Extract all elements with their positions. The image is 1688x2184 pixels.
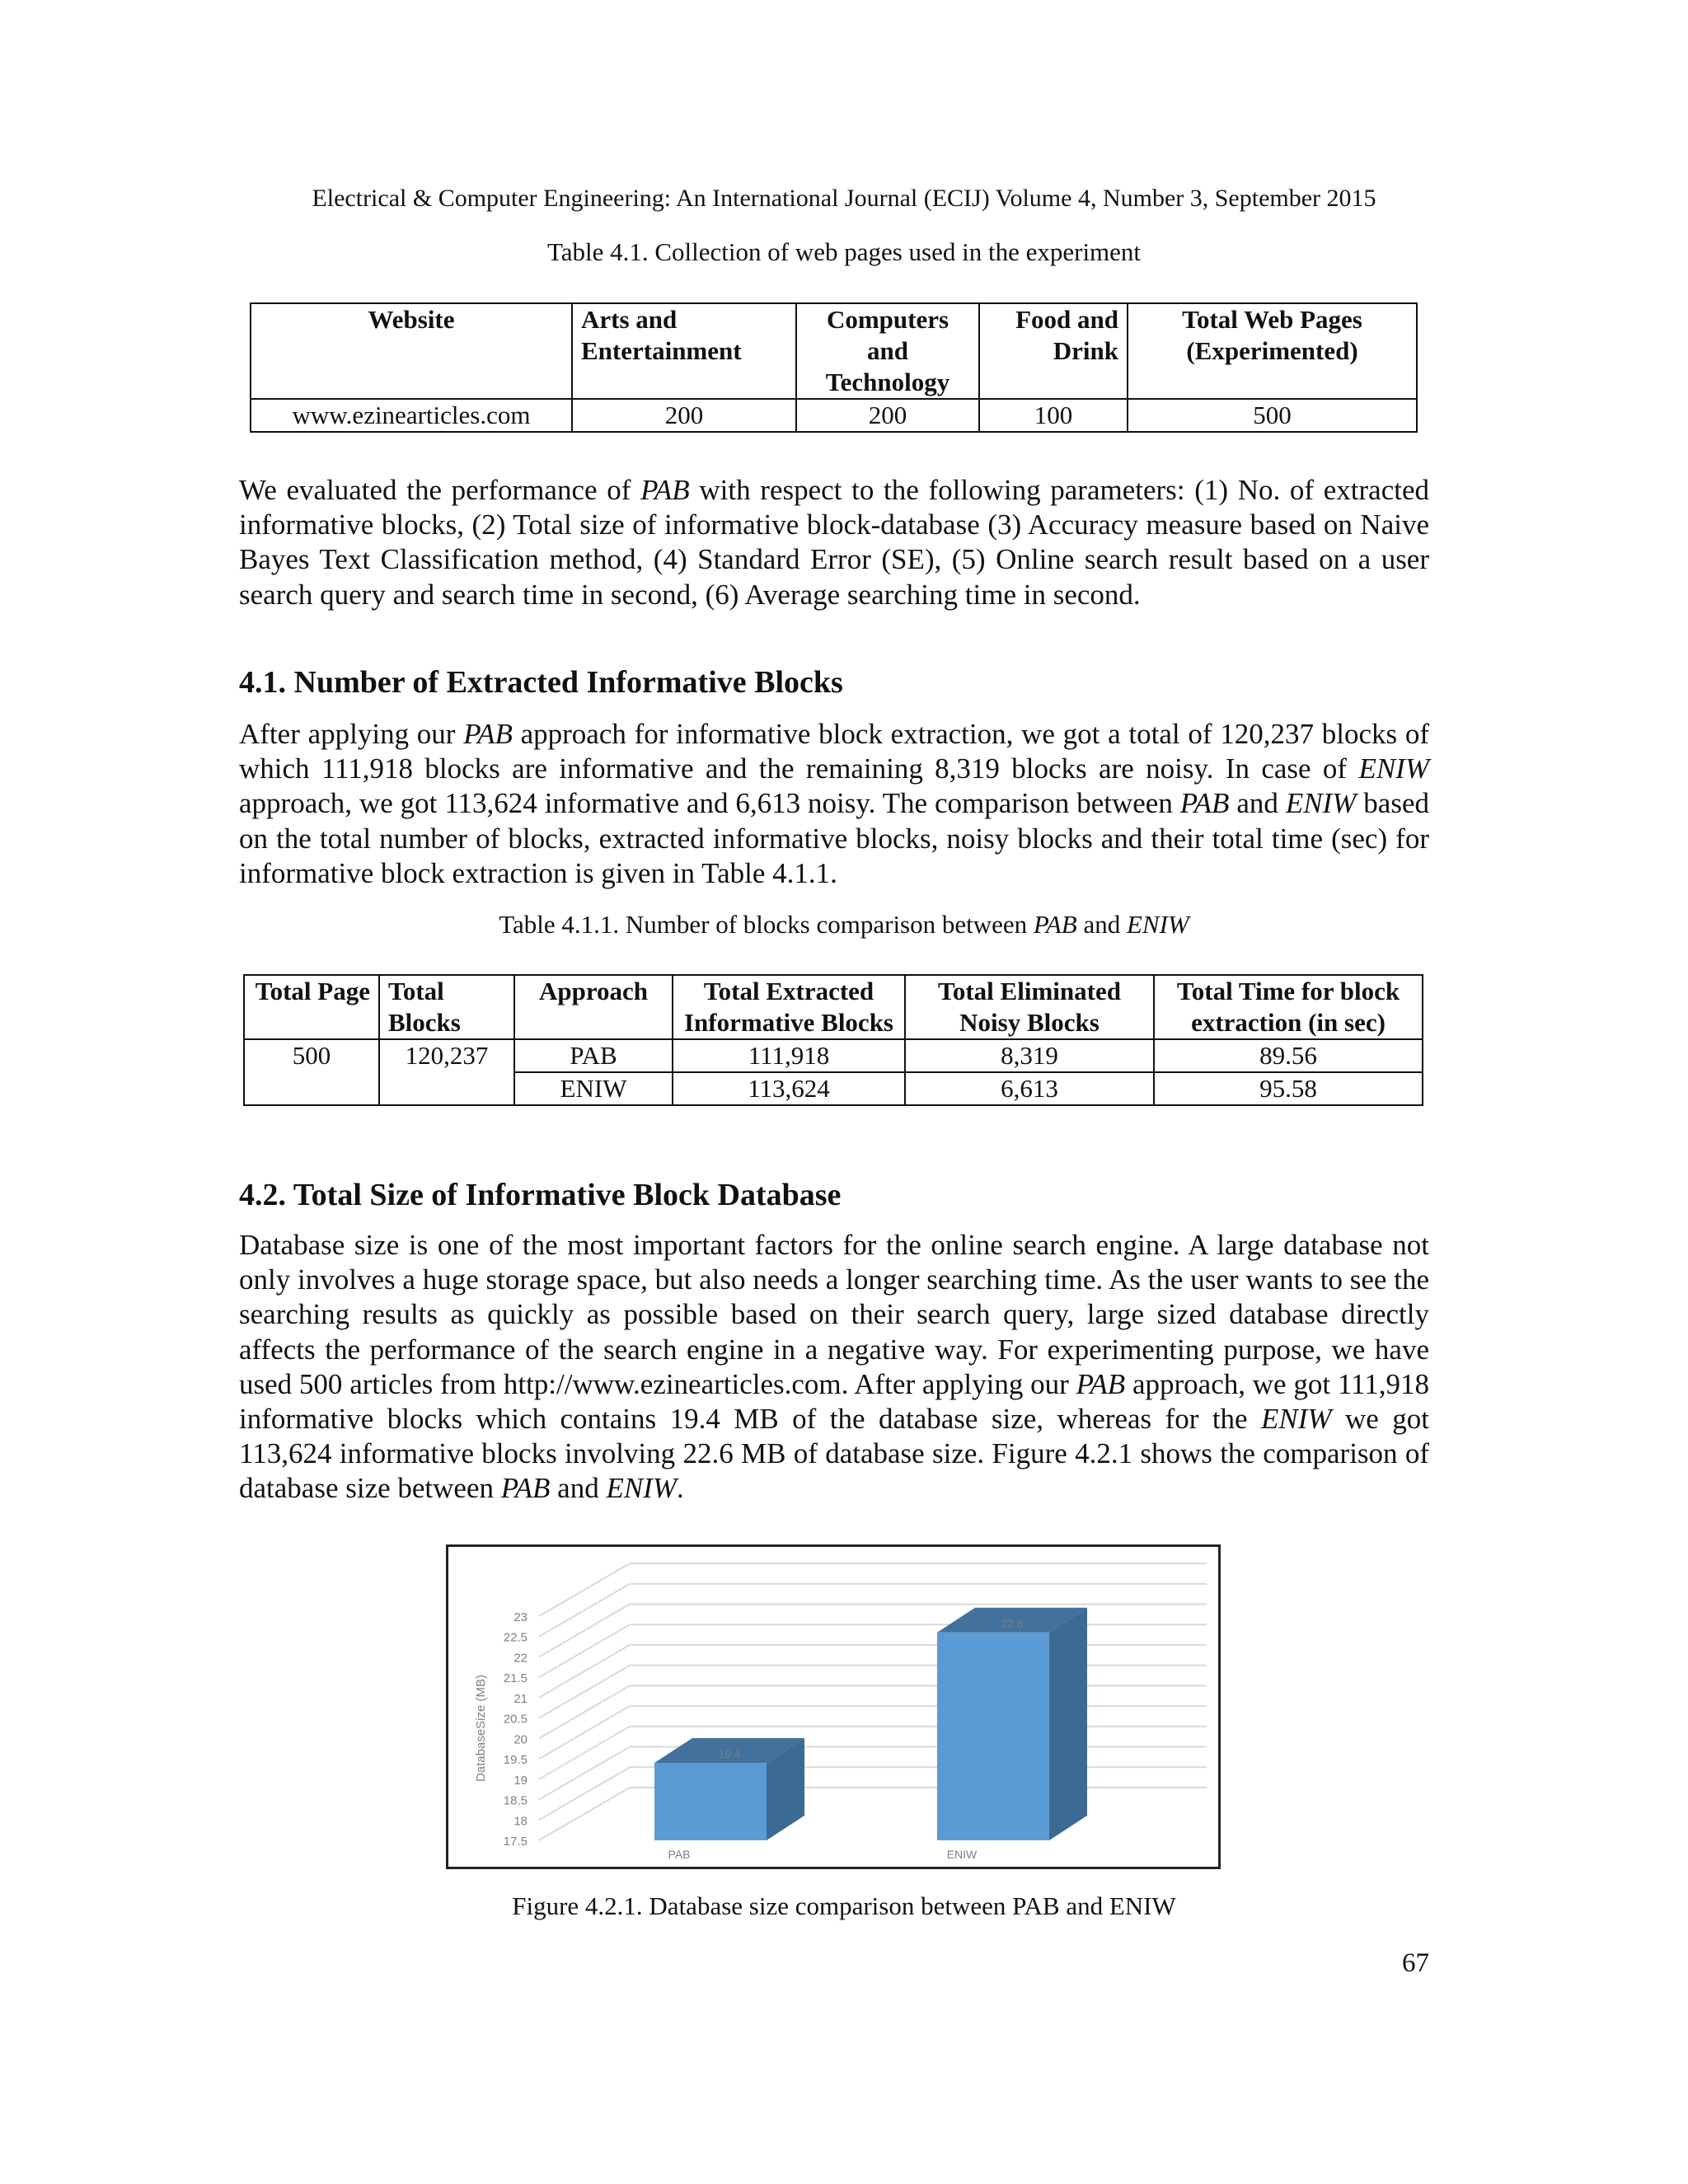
paragraph-extracted-blocks: After applying our PAB approach for informative block extraction, we got a total of 120,237 blocks of which 111,918 blocks are informative and the remaining 8,319 blocks are noisy. In case of ENIW approach, we got 113,624 informative and 6,613 noisy. The comparison between PAB and ENIW based on the total number of blocks, extracted informative blocks, noisy blocks and their total time (sec) for informative block extraction is given in Table 4.1.1.	[239, 718, 1429, 889]
header-total-blocks: Total Blocks	[379, 975, 514, 1039]
figure-frame	[446, 1544, 1221, 1869]
cell-arts: 200	[572, 399, 796, 432]
table-row	[251, 399, 1417, 432]
x-tick-label: PAB	[668, 1848, 691, 1861]
y-tick-label: 18	[513, 1814, 528, 1829]
gridline	[539, 1666, 630, 1718]
cell-total-blocks: 120,237	[379, 1039, 514, 1105]
y-tick-label: 20	[513, 1732, 528, 1747]
header-total-pages: Total Web Pages (Experimented)	[1128, 303, 1417, 399]
gridline	[539, 1624, 630, 1677]
cell-approach: PAB	[514, 1039, 673, 1072]
cell-noisy: 8,319	[905, 1039, 1154, 1072]
cell-noisy: 6,613	[905, 1072, 1154, 1105]
y-tick-label: 21.5	[503, 1671, 528, 1686]
header-food: Food and Drink	[979, 303, 1128, 399]
table-header-row	[244, 975, 1423, 1039]
cell-website: www.ezinearticles.com	[251, 399, 572, 432]
cell-extracted: 113,624	[673, 1072, 905, 1105]
y-tick-label: 21	[513, 1691, 528, 1706]
bar-front-eniw	[937, 1633, 1049, 1840]
paragraph-database-size: Database size is one of the most important factors for the online search engine. A large database not only involves a huge storage space, but also needs a longer searching time. As the user wants to see the searching results as quickly as possible based on their search query, large sized database directly affects the performance of the search engine in a negative way. For experimenting purpose, we have used 500 articles from http://www.ezinearticles.com. After applying our PAB approach, we got 111,918 informative blocks which contains 19.4 MB of the database size, whereas for the ENIW we got 113,624 informative blocks involving 22.6 MB of database size. Figure 4.2.1 shows the comparison of database size between PAB and ENIW.	[239, 1229, 1429, 1505]
data-label: 22.6	[1001, 1616, 1024, 1630]
gridline	[539, 1788, 630, 1840]
y-tick-label: 22.5	[503, 1630, 528, 1645]
page-number: 67	[1402, 1948, 1429, 1978]
cell-extracted: 111,918	[673, 1039, 905, 1072]
database-size-chart	[448, 1547, 1218, 1867]
gridline	[539, 1767, 630, 1820]
header-website: Website	[251, 303, 572, 399]
cell-approach: ENIW	[514, 1072, 673, 1105]
header-noisy: Total Eliminated Noisy Blocks	[905, 975, 1154, 1039]
y-tick-label: 19.5	[503, 1753, 528, 1768]
gridline	[539, 1727, 630, 1779]
y-tick-label: 19	[513, 1773, 528, 1788]
header-time: Total Time for block extraction (in sec)	[1154, 975, 1423, 1039]
table-header-row	[251, 303, 1417, 399]
gridline	[539, 1604, 630, 1657]
header-total-page: Total Page	[244, 975, 379, 1039]
table-4-1-1	[243, 974, 1423, 1106]
figure-caption: Figure 4.2.1. Database size comparison between PAB and ENIW	[512, 1891, 1176, 1920]
y-axis-title: DatabaseSize (MB)	[474, 1674, 488, 1783]
paragraph-parameters: We evaluated the performance of PAB with respect to the following parameters: (1) No. of extracted informative blocks, (2) Total size of informative block-database (3) Accuracy measure based on Naive Bayes Text Classification method, (4) Standard Error (SE), (5) Online search result based on a user search query and search time in second, (6) Average searching time in second.	[239, 474, 1430, 611]
cell-total: 500	[1128, 399, 1417, 432]
section-heading-4-2: 4.2. Total Size of Informative Block Database	[239, 1178, 842, 1212]
cell-time: 89.56	[1154, 1039, 1423, 1072]
table-4-1	[250, 302, 1418, 433]
gridline	[539, 1685, 630, 1738]
y-tick-label: 23	[513, 1610, 528, 1624]
header-approach: Approach	[514, 975, 673, 1039]
gridline	[539, 1584, 630, 1637]
y-tick-label: 20.5	[503, 1712, 528, 1727]
cell-computers: 200	[796, 399, 979, 432]
header-extracted: Total Extracted Informative Blocks	[673, 975, 905, 1039]
bar-front-pab	[654, 1763, 767, 1840]
table-4-1-caption: Table 4.1. Collection of web pages used in the experiment	[546, 237, 1142, 266]
cell-time: 95.58	[1154, 1072, 1423, 1105]
table-row	[244, 1039, 1423, 1072]
table-4-1-1-caption: Table 4.1.1. Number of blocks comparison between PAB and ENIW	[499, 910, 1189, 939]
gridline	[539, 1747, 630, 1800]
gridline	[539, 1645, 630, 1698]
cell-food: 100	[979, 399, 1128, 432]
header-arts: Arts and Entertainment	[572, 303, 796, 399]
x-tick-label: ENIW	[946, 1848, 978, 1861]
y-tick-label: 18.5	[503, 1793, 528, 1808]
header-computers: Computers and Technology	[796, 303, 979, 399]
gridline	[539, 1563, 630, 1616]
data-label: 19.4	[718, 1747, 741, 1761]
running-header: Electrical & Computer Engineering: An International Journal (ECIJ) Volume 4, Number 3, September 2015	[312, 185, 1376, 212]
gridline	[539, 1706, 630, 1759]
y-tick-label: 22	[513, 1651, 528, 1666]
bar-side-eniw	[1049, 1608, 1087, 1840]
cell-total-page: 500	[244, 1039, 379, 1105]
y-tick-label: 17.5	[503, 1835, 528, 1849]
section-heading-4-1: 4.1. Number of Extracted Informative Blocks	[239, 665, 843, 700]
